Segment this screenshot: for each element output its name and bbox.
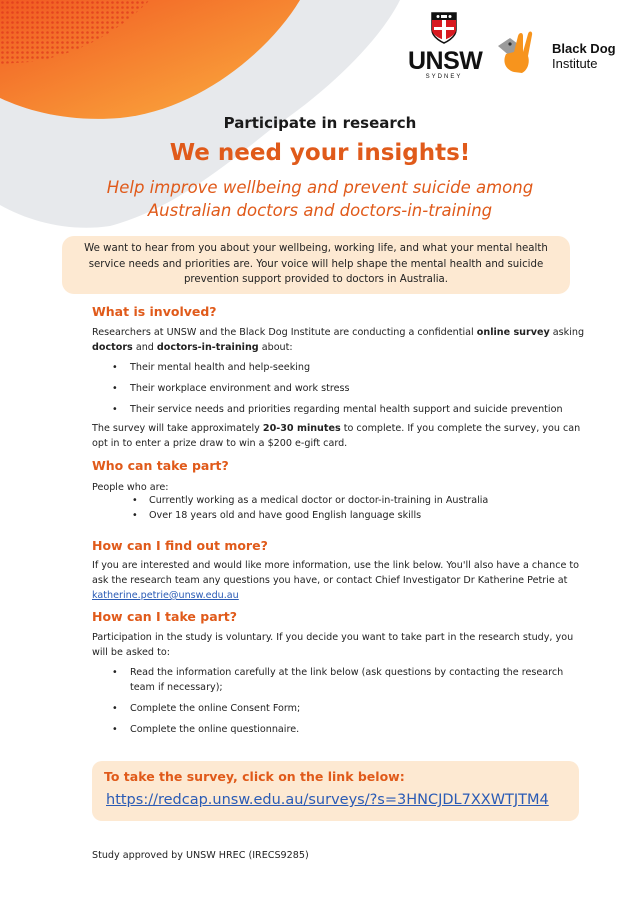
involved-list xyxy=(92,360,590,423)
subheading xyxy=(0,176,640,222)
how-list xyxy=(92,665,590,743)
unsw-sub-wordmark: SYDNEY xyxy=(425,74,463,80)
headline: We need your insights! xyxy=(169,140,471,166)
section-heading-how: How can I take part? xyxy=(92,609,238,624)
list-item: • Over 18 years old and have good English language skills xyxy=(92,508,590,523)
unsw-crest-icon xyxy=(430,12,458,44)
how-paragraph: Participation in the study is voluntary. If you decide you want to take part in the research study, you will be asked to: xyxy=(92,632,574,658)
more-paragraph: If you are interested and would like more information, use the link below. You'll also have a chance to ask the research team any questions you have, or contact Chief Investigator Dr Katherine Petrie at katherine.petrie@unsw.edu.au xyxy=(92,560,580,601)
black-dog-institute-logo xyxy=(492,28,622,82)
unsw-logo xyxy=(408,12,483,80)
eyebrow-title: Participate in research xyxy=(223,114,417,132)
list-item: • Their workplace environment and work stress xyxy=(92,381,590,396)
black-dog-hand-icon xyxy=(492,28,550,82)
ethics-approval-note: Study approved by UNSW HREC (IRECS9285) xyxy=(92,850,309,861)
section-heading-who: Who can take part? xyxy=(92,458,229,473)
contact-email-link[interactable]: katherine.petrie@unsw.edu.au xyxy=(92,590,239,601)
survey-link[interactable]: https://redcap.unsw.edu.au/surveys/?s=3HNCJDL7XXWTJTM4 xyxy=(106,792,549,808)
subheading-line2: Australian doctors and doctors-in-training xyxy=(147,201,493,220)
bdi-name-line1: Black Dog xyxy=(552,41,616,56)
list-item: • Complete the online Consent Form; xyxy=(92,701,590,716)
survey-callout-title: To take the survey, click on the link below: xyxy=(104,769,405,784)
list-item: • Their mental health and help-seeking xyxy=(92,360,590,375)
subheading-line1: Help improve wellbeing and prevent suicide among xyxy=(106,178,534,197)
section-heading-involved: What is involved? xyxy=(92,304,217,319)
list-item: • Read the information carefully at the link below (ask questions by contacting the research team if necessary); xyxy=(92,665,590,695)
who-intro: People who are: xyxy=(92,482,169,493)
list-item: • Complete the online questionnaire. xyxy=(92,722,590,737)
who-list xyxy=(92,493,590,523)
survey-duration-paragraph: The survey will take approximately 20-30 minutes to complete. If you complete the survey, you can opt in to enter a prize draw to win a $200 e-gift card. xyxy=(92,423,581,449)
involved-paragraph: Researchers at UNSW and the Black Dog Institute are conducting a confidential online survey asking doctors and doctors-in-training about: xyxy=(92,327,585,353)
survey-callout xyxy=(92,761,579,821)
unsw-wordmark: UNSW xyxy=(408,47,483,75)
list-item: • Their service needs and priorities regarding mental health support and suicide prevention xyxy=(92,402,590,417)
intro-callout: We want to hear from you about your wellbeing, working life, and what your mental health service needs and priorities are. Your voice will help shape the mental health and suicide prevention support provided to doctors in Australia. xyxy=(62,236,570,294)
bdi-name-line2: Institute xyxy=(552,56,598,71)
section-heading-more: How can I find out more? xyxy=(92,538,268,553)
list-item: • Currently working as a medical doctor or doctor-in-training in Australia xyxy=(92,493,590,508)
